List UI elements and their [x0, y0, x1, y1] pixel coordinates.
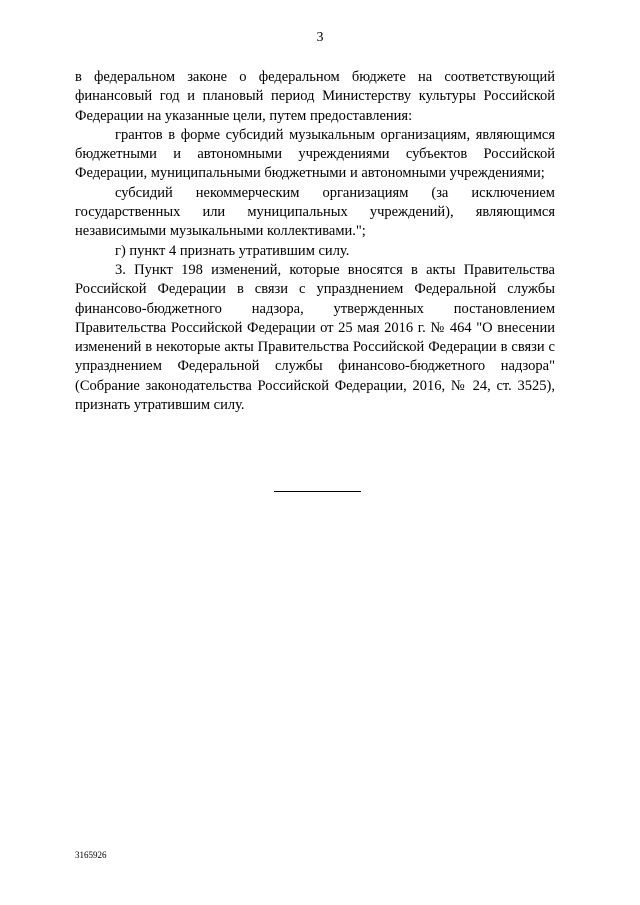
document-code: 3165926 — [75, 850, 107, 860]
paragraph-item-3: 3. Пункт 198 изменений, которые вносятся в акты Правительства Российской Федерации в связи с упразднением Федеральной службы финансово-бюджетного надзора, утвержденных постановлением Правительства Российской Федерации от 25 мая 2016 г. № 464 "О внесении изменений в некоторые акты Правительства Российской Федерации в связи с упразднением Федеральной службы финансово-бюджетного надзора" (Собрание законодательства Российской Федерации, 2016, № 24, ст. 3525), признать утратившим силу. — [75, 261, 555, 414]
paragraph-budget-law: в федеральном законе о федеральном бюджете на соответствующий финансовый год и плановый период Министерству культуры Российской Федерации на указанные цели, путем предоставления: — [75, 69, 555, 124]
paragraph-item-g: г) пункт 4 признать утратившим силу. — [115, 242, 350, 259]
document-body — [75, 68, 555, 415]
separator-line — [274, 491, 361, 492]
page-number: 3 — [316, 30, 324, 45]
paragraph-grants: грантов в форме субсидий музыкальным организациям, являющимся бюджетными и автономными учреждениями субъектов Российской Федерации, муниципальными бюджетными и автономными учреждениями; — [75, 126, 555, 182]
paragraph-subsidies: субсидий некоммерческим организациям (за исключением государственных или муниципальных учреждений), являющимся независимыми музыкальными коллективами."; — [75, 184, 555, 240]
